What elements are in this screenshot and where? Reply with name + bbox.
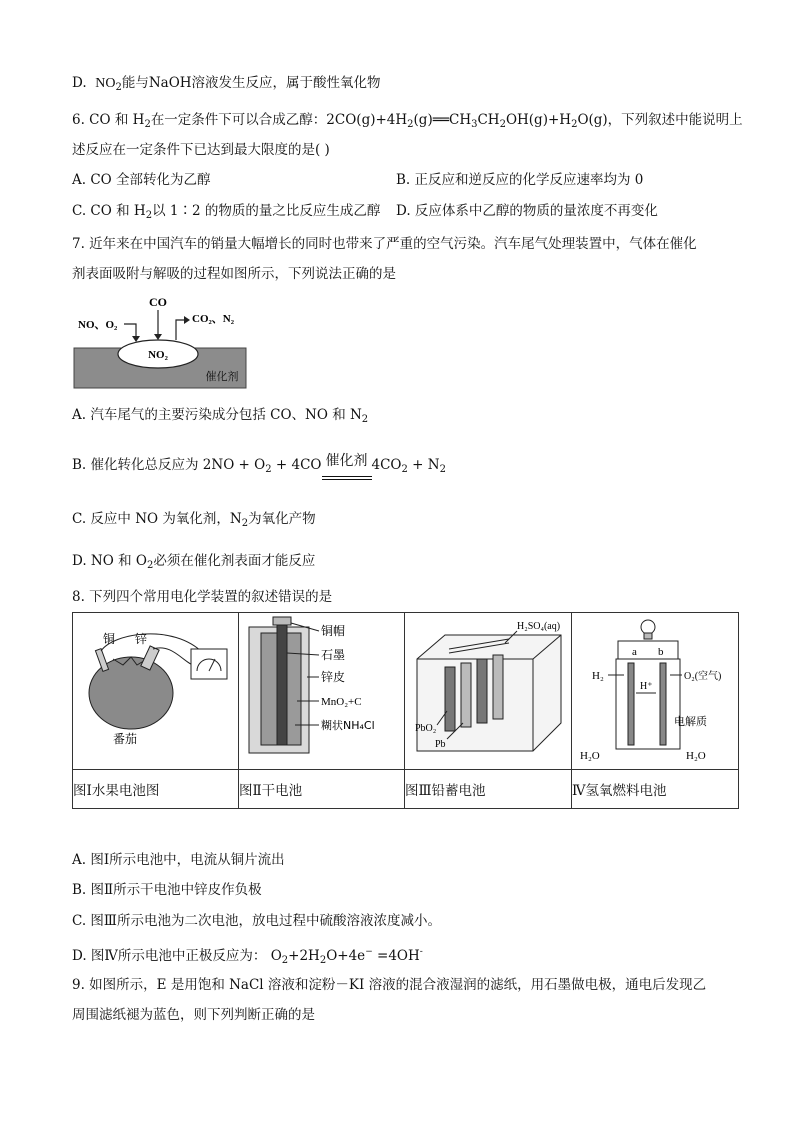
option-text: D. 图Ⅳ所示电池中正极反应为： O <box>72 948 282 964</box>
h2o-left-label: H₂O <box>580 750 600 762</box>
q7-option-c <box>72 509 316 534</box>
option-letter: D. <box>72 75 87 91</box>
option-text: =4OH <box>372 948 420 964</box>
fig1-cell <box>73 613 239 770</box>
q5-option-d <box>72 73 381 98</box>
q8-option-c: C. 图Ⅲ所示电池为二次电池，放电过程中硫酸溶液浓度减小。 <box>72 913 441 929</box>
cathode-plate <box>660 663 666 745</box>
subscript: 2 <box>319 955 327 966</box>
device-table <box>72 612 739 809</box>
plate-4 <box>493 655 503 719</box>
q9-stem-line2: 周围滤纸褪为蓝色，则下列判断正确的是 <box>72 1007 315 1023</box>
option-text: B. 催化转化总反应为 2NO + O <box>72 457 266 473</box>
stem-part: O(g)，下列叙述中能说明上 <box>577 112 743 128</box>
formula: NO <box>95 76 116 91</box>
co-arrowhead <box>154 334 162 340</box>
q7-stem-line1: 7. 近年来在中国汽车的销量大幅增长的同时也带来了严重的空气污染。汽车尾气处理装置中，气体在催化 <box>72 236 697 252</box>
equilibrium-sign: ══ <box>432 112 449 128</box>
fruit-battery-figure <box>73 613 238 765</box>
hplus-label: H⁺ <box>640 681 653 692</box>
q7-option-a <box>72 405 368 430</box>
subscript: 2 <box>407 119 414 130</box>
electrolyte-label: 电解质 <box>674 715 707 728</box>
fig3-caption: 图Ⅲ铅蓄电池 <box>405 770 572 809</box>
plate-2 <box>461 663 471 727</box>
option-text: A. 汽车尾气的主要污染成分包括 CO、NO 和 N <box>72 407 362 423</box>
subscript: 2 <box>145 210 153 221</box>
q6-stem-line2: 述反应在一定条件下已达到最大限度的是( ) <box>72 142 330 158</box>
stem-part: (g) <box>413 112 433 128</box>
pbo2-label: PbO₂ <box>415 723 437 734</box>
option-text: C. 反应中 NO 为氧化剂，N <box>72 511 242 527</box>
label-a: a <box>632 646 637 658</box>
copper-plate <box>95 649 108 672</box>
q7-option-d <box>72 551 315 576</box>
option-text: 能与NaOH溶液发生反应，属于酸性氧化物 <box>121 75 381 91</box>
o2-label: O₂(空气) <box>684 671 722 682</box>
option-text: 必须在催化剂表面才能反应 <box>153 553 316 569</box>
catalyst-condition: 催化剂 <box>325 453 368 469</box>
fig4-caption: Ⅳ氢氧燃料电池 <box>572 770 739 809</box>
label-graphite: 石墨 <box>321 648 346 662</box>
pb-label: Pb <box>435 739 446 750</box>
bulb-icon <box>641 620 655 634</box>
galvanometer-body <box>191 649 227 679</box>
option-text: + 4CO <box>271 457 322 473</box>
option-text: 为氧化产物 <box>248 511 316 527</box>
stem-part: CH <box>448 112 472 128</box>
subscript: 2 <box>401 464 408 475</box>
acid-label: H₂SO₄(aq) <box>517 621 561 632</box>
wire-2 <box>153 648 197 667</box>
q6-option-a: A. CO 全部转化为乙醇 <box>72 172 211 188</box>
q8-option-b: B. 图Ⅱ所示干电池中锌皮作负极 <box>72 882 262 898</box>
output-label: CO₂、N₂ <box>192 313 235 325</box>
co-label: CO <box>149 295 167 309</box>
graphite-rod <box>277 621 287 745</box>
q6-option-b: B. 正反应和逆反应的化学反应速率均为 0 <box>396 172 644 188</box>
tomato-label: 番茄 <box>113 732 138 746</box>
label-b: b <box>658 646 664 658</box>
subscript: 2 <box>281 955 289 966</box>
option-text: C. CO 和 H <box>72 203 146 219</box>
subscript: 2 <box>499 119 506 130</box>
option-text: D. NO 和 O <box>72 553 147 569</box>
battery-box <box>417 635 561 751</box>
subscript: 2 <box>241 518 249 529</box>
subscript: 2 <box>265 464 272 475</box>
option-text: 以 1∶2 的物质的量之比反应生成乙醇 <box>152 203 381 219</box>
zinc-label: 锌 <box>135 632 148 646</box>
q7-stem-line2: 剂表面吸附与解吸的过程如图所示，下列说法正确的是 <box>72 266 396 282</box>
circuit-box <box>618 641 678 659</box>
subscript: 2 <box>571 119 578 130</box>
q6-option-d: D. 反应体系中乙醇的物质的量浓度不再变化 <box>396 203 658 219</box>
superscript: − <box>365 947 373 957</box>
option-text: 4CO <box>371 457 402 473</box>
fuel-cell-figure <box>572 613 738 765</box>
subscript: 2 <box>146 560 154 571</box>
subscript: 2 <box>115 82 122 93</box>
label-zinc: 锌皮 <box>321 670 346 684</box>
q6-stem-line1 <box>72 110 743 135</box>
lead-acid-figure <box>405 613 571 765</box>
option-text: + N <box>407 457 440 473</box>
subscript: 2 <box>439 464 446 475</box>
fig2-cell <box>239 613 405 770</box>
stem-part: CH <box>477 112 500 128</box>
q7-option-b <box>72 455 446 480</box>
stem-part: OH(g)+H <box>505 112 572 128</box>
option-text: O+4e <box>326 948 366 964</box>
fig3-cell <box>405 613 572 770</box>
label-cap: 铜帽 <box>321 624 346 638</box>
cell-container <box>616 659 680 749</box>
subscript: 2 <box>144 119 151 130</box>
subscript: 3 <box>471 119 478 130</box>
fig1-caption: 图Ⅰ水果电池图 <box>73 770 239 809</box>
catalyst-diagram <box>72 292 252 392</box>
stem-part: 6. CO 和 H <box>72 112 145 128</box>
copper-cap <box>273 617 291 625</box>
superscript: - <box>419 947 423 957</box>
center-label: NO₂ <box>148 349 168 361</box>
fig2-caption: 图Ⅱ干电池 <box>239 770 405 809</box>
copper-label: 铜 <box>103 632 116 646</box>
plate-3 <box>477 659 487 723</box>
option-text: +2H <box>288 948 320 964</box>
subscript: 2 <box>361 414 369 425</box>
dry-cell-figure <box>239 613 385 765</box>
q8-stem: 8. 下列四个常用电化学装置的叙述错误的是 <box>72 589 333 605</box>
q9-stem-line1: 9. 如图所示，E 是用饱和 NaCl 溶液和淀粉－KI 溶液的混合液湿润的滤纸，用石墨做电极，通电后发现乙 <box>72 977 707 993</box>
equal-sign <box>322 476 372 480</box>
bulb-base <box>644 633 652 639</box>
plate-1 <box>445 667 455 731</box>
h2-label: H₂ <box>592 670 604 682</box>
h2o-right-label: H₂O <box>686 750 706 762</box>
catalyst-label: 催化剂 <box>205 370 239 383</box>
q6-option-c <box>72 201 380 226</box>
label-nh4cl: 糊状NH₄Cl <box>321 719 375 732</box>
fig4-cell <box>572 613 739 770</box>
q8-option-a: A. 图Ⅰ所示电池中，电流从铜片流出 <box>72 852 285 868</box>
input-label: NO、O₂ <box>78 319 118 331</box>
q8-option-d <box>72 942 423 971</box>
output-arrowhead <box>184 316 190 324</box>
label-mno2: MnO₂+C <box>321 696 362 708</box>
reaction-condition <box>322 453 372 480</box>
anode-plate <box>628 663 634 745</box>
stem-part: 在一定条件下可以合成乙醇：2CO(g)+4H <box>150 112 408 128</box>
